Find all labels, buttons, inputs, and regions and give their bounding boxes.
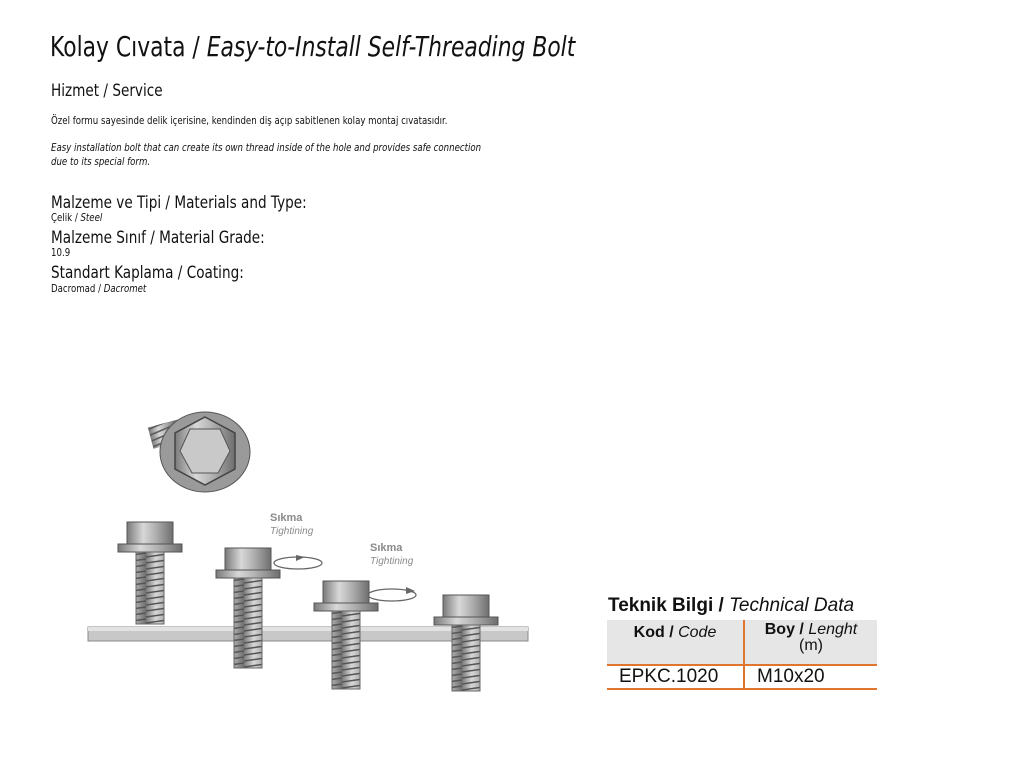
coating-value-tr: Dacromad / — [51, 283, 104, 295]
page-title — [50, 30, 575, 63]
grade-value: 10.9 — [51, 247, 71, 259]
tightening-label-1-tr: Sıkma — [270, 512, 303, 524]
service-text-en-1: Easy installation bolt that can create its own thread inside of the hole and provides safe connection — [51, 142, 482, 154]
tightening-label-1-en: Tightining — [270, 526, 314, 537]
title-main: Kolay Cıvata / — [50, 30, 207, 63]
title-italic: Easy-to-Install Self-Threading Bolt — [206, 30, 576, 63]
technical-title-bold: Teknik Bilgi / — [608, 595, 730, 616]
bolt-2 — [216, 548, 280, 668]
table-row — [607, 665, 877, 689]
column-header-code-bold: Kod / — [633, 624, 679, 641]
rotation-arrow-1 — [274, 555, 322, 569]
bolt-perspective-icon — [148, 412, 250, 492]
technical-data-title — [608, 595, 854, 617]
bolt-installation-illustration — [0, 395, 560, 705]
column-header-length-bold: Boy / — [764, 621, 809, 638]
technical-data-table — [607, 620, 877, 690]
material-value-en: Steel — [80, 212, 103, 224]
rotation-arrow-2 — [368, 587, 416, 601]
bolt-1 — [118, 522, 182, 624]
material-heading: Malzeme ve Tipi / Materials and Type: — [51, 193, 307, 213]
technical-title-italic: Technical Data — [729, 595, 855, 616]
column-header-length-italic: Lenght — [808, 621, 858, 638]
grade-heading: Malzeme Sınıf / Material Grade: — [51, 228, 265, 248]
column-header-length — [744, 620, 877, 665]
service-heading: Hizmet / Service — [51, 81, 163, 101]
coating-heading: Standart Kaplama / Coating: — [51, 263, 244, 283]
column-header-code-italic: Code — [678, 624, 717, 641]
cell-length: M10x20 — [744, 665, 877, 689]
bolt-4 — [434, 595, 498, 691]
coating-value-en: Dacromet — [103, 283, 147, 295]
tightening-label-2 — [370, 542, 413, 568]
tightening-label-2-en: Tightining — [370, 556, 414, 567]
column-header-code — [607, 620, 744, 665]
bolt-sequence-drawing — [0, 395, 560, 705]
tightening-label-2-tr: Sıkma — [370, 542, 403, 554]
material-value — [51, 211, 102, 226]
table-header-row — [607, 620, 877, 665]
material-value-tr: Çelik / — [51, 212, 81, 224]
service-text-tr: Özel formu sayesinde delik içerisine, kendinden diş açıp sabitlenen kolay montaj cıvatasıdır. — [51, 115, 448, 127]
service-text-en-2: due to its special form. — [51, 156, 151, 168]
column-header-length-unit: (m) — [799, 637, 823, 654]
cell-code: EPKC.1020 — [607, 665, 744, 689]
coating-value — [51, 282, 146, 297]
tightening-label-1 — [270, 512, 313, 538]
